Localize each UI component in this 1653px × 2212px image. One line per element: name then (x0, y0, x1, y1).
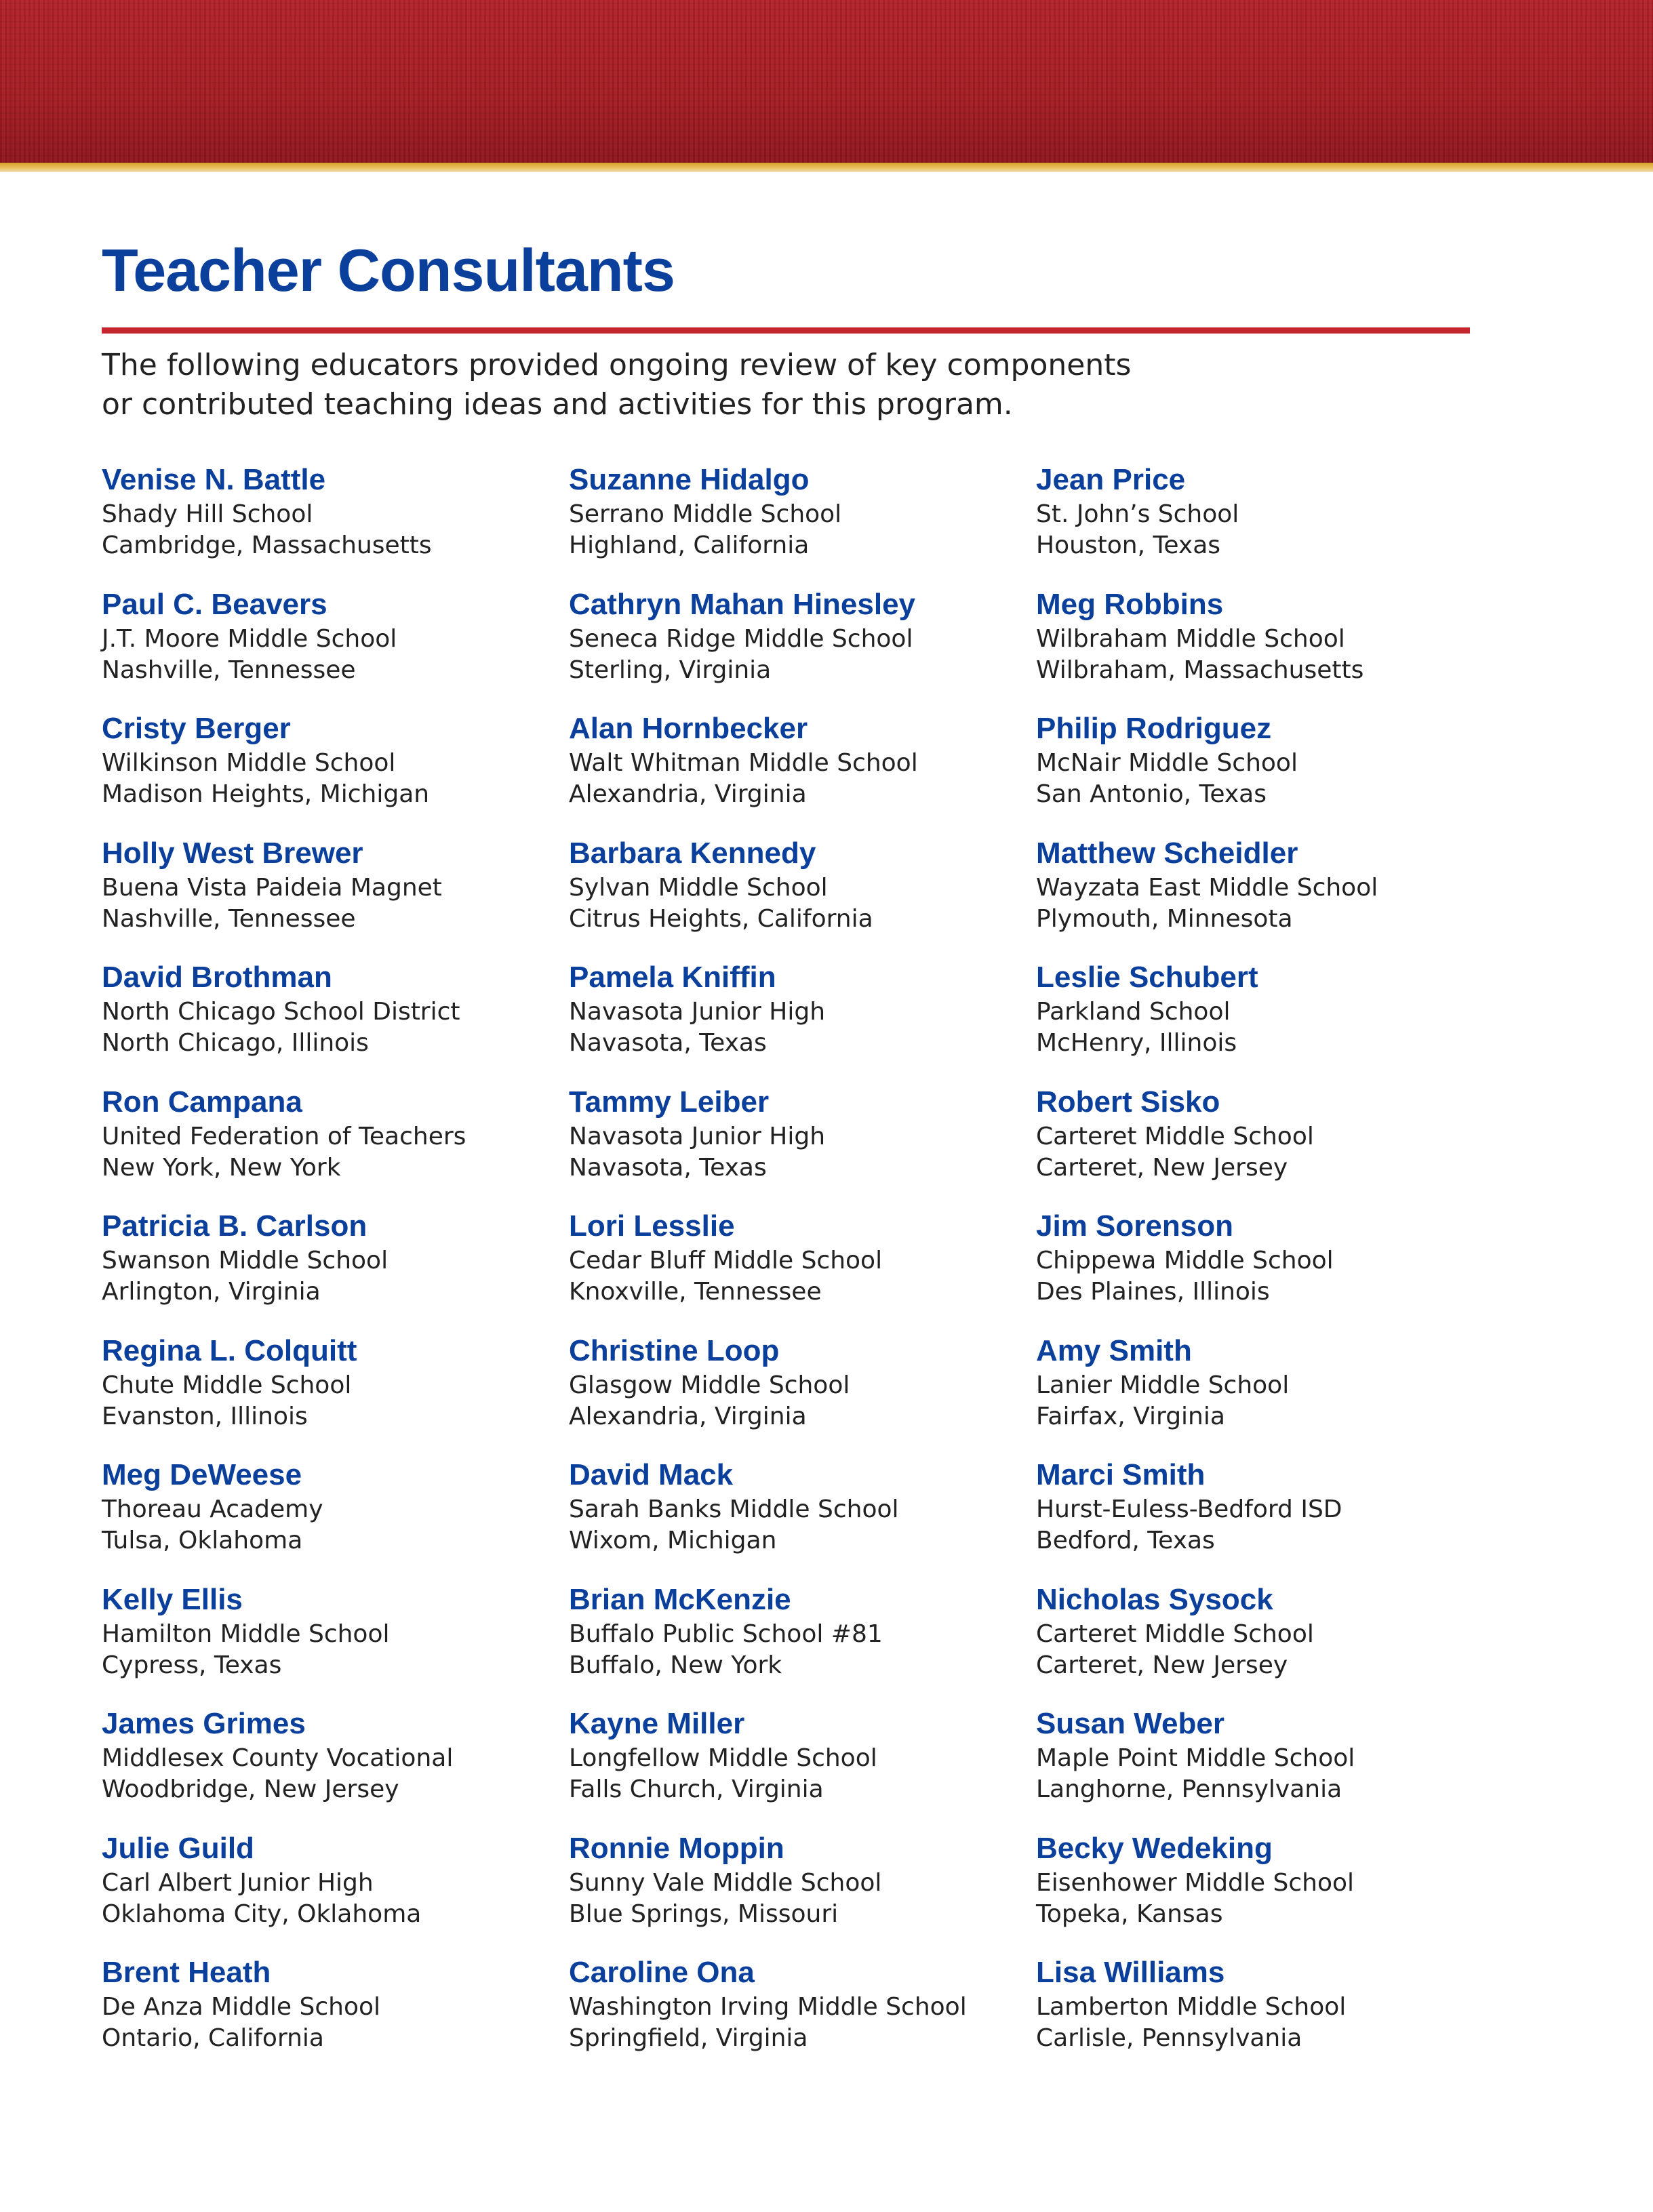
page-title: Teacher Consultants (102, 237, 675, 304)
consultant-school: Eisenhower Middle School (1036, 1868, 1355, 1897)
consultant-location: Des Plaines, Illinois (1036, 1278, 1270, 1306)
consultant-location: Buffalo, New York (569, 1651, 782, 1679)
consultant-entry (569, 1705, 1030, 1830)
consultant-school: Lamberton Middle School (1036, 1993, 1347, 2021)
consultant-location: Navasota, Texas (569, 1153, 767, 1182)
consultant-name: David Mack (569, 1458, 734, 1491)
consultant-entry (569, 1954, 1030, 2078)
consultant-school: Seneca Ridge Middle School (569, 624, 913, 653)
consultant-name: Leslie Schubert (1036, 961, 1258, 994)
intro-text (102, 346, 1254, 424)
consultant-location: San Antonio, Texas (1036, 780, 1267, 808)
consultant-location: Madison Heights, Michigan (102, 780, 430, 808)
consultant-name: Meg Robbins (1036, 587, 1224, 621)
consultant-entry (102, 1581, 563, 1706)
consultant-entry (569, 1332, 1030, 1457)
consultant-location: Alexandria, Virginia (569, 1402, 807, 1430)
consultant-column-3 (1036, 461, 1497, 2078)
consultant-location: Knoxville, Tennessee (569, 1278, 822, 1306)
consultant-school: Washington Irving Middle School (569, 1993, 967, 2021)
consultant-location: Evanston, Illinois (102, 1402, 308, 1430)
consultant-school: North Chicago School District (102, 998, 460, 1026)
consultant-entry (102, 1083, 563, 1208)
consultant-school: Parkland School (1036, 998, 1231, 1026)
consultant-school: Wilbraham Middle School (1036, 624, 1345, 653)
consultant-entry (1036, 1830, 1497, 1954)
consultant-entry (1036, 710, 1497, 834)
consultant-school: Shady Hill School (102, 500, 313, 528)
consultant-location: Cypress, Texas (102, 1651, 282, 1679)
consultant-name: Brian McKenzie (569, 1582, 791, 1616)
consultant-entry (1036, 959, 1497, 1083)
consultant-location: Navasota, Texas (569, 1029, 767, 1057)
consultant-name: Lisa Williams (1036, 1956, 1225, 1989)
consultant-name: Alan Hornbecker (569, 712, 808, 745)
consultant-school: Middlesex County Vocational (102, 1744, 454, 1772)
intro-line-2: or contributed teaching ideas and activities for this program. (102, 387, 1013, 422)
consultant-entry (1036, 1581, 1497, 1706)
consultant-location: Citrus Heights, California (569, 904, 873, 933)
consultant-entry (102, 1954, 563, 2078)
consultant-name: Marci Smith (1036, 1458, 1206, 1491)
consultant-name: Christine Loop (569, 1333, 780, 1367)
consultant-location: Carteret, New Jersey (1036, 1153, 1288, 1182)
intro-line-1: The following educators provided ongoing review of key components (102, 348, 1132, 382)
consultant-location: Oklahoma City, Oklahoma (102, 1899, 422, 1928)
consultant-location: Springfield, Virginia (569, 2024, 808, 2052)
consultant-entry (569, 834, 1030, 959)
consultant-school: Sarah Banks Middle School (569, 1495, 899, 1523)
consultant-school: J.T. Moore Middle School (102, 624, 397, 653)
consultant-location: Cambridge, Massachusetts (102, 531, 432, 559)
consultant-location: Highland, California (569, 531, 810, 559)
consultant-entry (569, 461, 1030, 586)
consultant-school: Sunny Vale Middle School (569, 1868, 882, 1897)
consultant-location: New York, New York (102, 1153, 341, 1182)
consultant-name: Barbara Kennedy (569, 836, 816, 870)
consultant-location: Wixom, Michigan (569, 1527, 777, 1554)
consultant-entry (1036, 834, 1497, 959)
header-banner (0, 0, 1653, 163)
consultant-entry (569, 1581, 1030, 1706)
consultant-entry (1036, 1954, 1497, 2078)
consultant-entry (569, 710, 1030, 834)
consultant-name: Meg DeWeese (102, 1458, 302, 1491)
consultant-name: Jim Sorenson (1036, 1209, 1233, 1243)
consultant-name: Kayne Miller (569, 1707, 745, 1740)
consultant-school: Carteret Middle School (1036, 1620, 1314, 1648)
consultant-location: Falls Church, Virginia (569, 1775, 824, 1803)
consultant-entry (102, 1332, 563, 1457)
consultant-school: Hurst-Euless-Bedford ISD (1036, 1495, 1342, 1523)
consultant-entry (1036, 1705, 1497, 1830)
consultant-entry (102, 1456, 563, 1581)
consultant-school: St. John’s School (1036, 500, 1239, 528)
consultant-school: Carteret Middle School (1036, 1122, 1314, 1150)
consultant-entry (569, 1207, 1030, 1332)
consultant-school: Buffalo Public School #81 (569, 1620, 883, 1648)
consultant-school: Navasota Junior High (569, 998, 826, 1026)
consultant-name: Cathryn Mahan Hinesley (569, 587, 916, 621)
consultant-school: Glasgow Middle School (569, 1371, 850, 1399)
consultant-name: Pamela Kniffin (569, 961, 776, 994)
consultant-school: Maple Point Middle School (1036, 1744, 1355, 1772)
consultant-location: Topeka, Kansas (1036, 1899, 1223, 1928)
consultant-entry (102, 1830, 563, 1954)
consultant-name: Matthew Scheidler (1036, 836, 1298, 870)
consultant-entry (1036, 1332, 1497, 1457)
consultant-school: Buena Vista Paideia Magnet (102, 873, 442, 902)
banner-gold-stripe (0, 163, 1653, 172)
consultant-school: Chute Middle School (102, 1371, 352, 1399)
consultant-name: Brent Heath (102, 1956, 271, 1989)
consultant-school: Hamilton Middle School (102, 1620, 390, 1648)
consultant-school: United Federation of Teachers (102, 1122, 466, 1150)
consultant-entry (569, 959, 1030, 1083)
consultant-location: Woodbridge, New Jersey (102, 1775, 399, 1803)
consultant-location: Carteret, New Jersey (1036, 1651, 1288, 1679)
consultant-school: Navasota Junior High (569, 1122, 826, 1150)
consultant-name: Ronnie Moppin (569, 1831, 784, 1865)
consultant-entry (102, 710, 563, 834)
consultant-location: Tulsa, Oklahoma (102, 1527, 303, 1554)
consultant-entry (102, 834, 563, 959)
consultant-school: McNair Middle School (1036, 749, 1298, 777)
consultant-name: Susan Weber (1036, 1707, 1224, 1740)
consultant-school: Lanier Middle School (1036, 1371, 1290, 1399)
consultant-name: Venise N. Battle (102, 463, 326, 496)
consultant-school: Sylvan Middle School (569, 873, 828, 902)
consultant-entry (569, 586, 1030, 710)
consultant-location: Arlington, Virginia (102, 1278, 321, 1306)
consultant-name: David Brothman (102, 961, 332, 994)
consultant-name: Julie Guild (102, 1831, 254, 1865)
consultant-entry (1036, 461, 1497, 586)
consultant-name: Paul C. Beavers (102, 587, 327, 621)
consultant-column-1 (102, 461, 563, 2078)
consultant-school: Thoreau Academy (102, 1495, 323, 1523)
consultant-name: Caroline Ona (569, 1956, 755, 1989)
consultant-school: Serrano Middle School (569, 500, 842, 528)
consultant-school: Carl Albert Junior High (102, 1868, 374, 1897)
consultant-location: Langhorne, Pennsylvania (1036, 1775, 1342, 1803)
consultant-location: Sterling, Virginia (569, 656, 772, 684)
consultant-location: Ontario, California (102, 2024, 324, 2052)
title-rule (102, 327, 1470, 334)
consultant-location: Nashville, Tennessee (102, 904, 356, 933)
consultant-name: Kelly Ellis (102, 1582, 243, 1616)
consultant-location: North Chicago, Illinois (102, 1029, 369, 1057)
consultant-name: Philip Rodriguez (1036, 712, 1272, 745)
consultant-name: Lori Lesslie (569, 1209, 735, 1243)
consultant-name: Robert Sisko (1036, 1085, 1220, 1119)
consultant-school: Wilkinson Middle School (102, 749, 396, 777)
consultant-entry (102, 1207, 563, 1332)
consultant-school: Cedar Bluff Middle School (569, 1247, 883, 1274)
consultant-location: McHenry, Illinois (1036, 1029, 1237, 1057)
consultant-name: Regina L. Colquitt (102, 1333, 357, 1367)
consultant-name: Cristy Berger (102, 712, 291, 745)
consultant-entry (569, 1083, 1030, 1208)
consultant-location: Alexandria, Virginia (569, 780, 807, 808)
consultant-name: Jean Price (1036, 463, 1186, 496)
consultant-location: Bedford, Texas (1036, 1527, 1215, 1554)
consultant-location: Wilbraham, Massachusetts (1036, 656, 1364, 684)
consultant-school: De Anza Middle School (102, 1993, 381, 2021)
consultant-name: Ron Campana (102, 1085, 302, 1119)
consultant-entry (102, 461, 563, 586)
consultant-location: Plymouth, Minnesota (1036, 904, 1293, 933)
consultant-school: Walt Whitman Middle School (569, 749, 918, 777)
consultant-entry (569, 1456, 1030, 1581)
consultant-entry (102, 1705, 563, 1830)
consultant-school: Longfellow Middle School (569, 1744, 877, 1772)
consultant-entry (1036, 1207, 1497, 1332)
consultant-name: Tammy Leiber (569, 1085, 770, 1119)
consultant-school: Wayzata East Middle School (1036, 873, 1378, 902)
consultant-location: Blue Springs, Missouri (569, 1899, 839, 1928)
consultant-location: Nashville, Tennessee (102, 656, 356, 684)
consultant-entry (1036, 1083, 1497, 1208)
consultant-location: Carlisle, Pennsylvania (1036, 2024, 1302, 2052)
consultant-name: Suzanne Hidalgo (569, 463, 810, 496)
consultant-entry (102, 586, 563, 710)
consultant-name: Nicholas Sysock (1036, 1582, 1273, 1616)
consultant-location: Fairfax, Virginia (1036, 1402, 1225, 1430)
consultant-name: Becky Wedeking (1036, 1831, 1273, 1865)
consultant-entry (569, 1830, 1030, 1954)
consultant-entry (1036, 586, 1497, 710)
consultant-name: James Grimes (102, 1707, 306, 1740)
consultant-column-2 (569, 461, 1030, 2078)
consultant-school: Swanson Middle School (102, 1247, 389, 1274)
consultant-location: Houston, Texas (1036, 531, 1221, 559)
consultant-school: Chippewa Middle School (1036, 1247, 1334, 1274)
consultant-name: Amy Smith (1036, 1333, 1192, 1367)
consultant-name: Patricia B. Carlson (102, 1209, 367, 1243)
consultant-entry (102, 959, 563, 1083)
consultant-entry (1036, 1456, 1497, 1581)
consultant-name: Holly West Brewer (102, 836, 363, 870)
